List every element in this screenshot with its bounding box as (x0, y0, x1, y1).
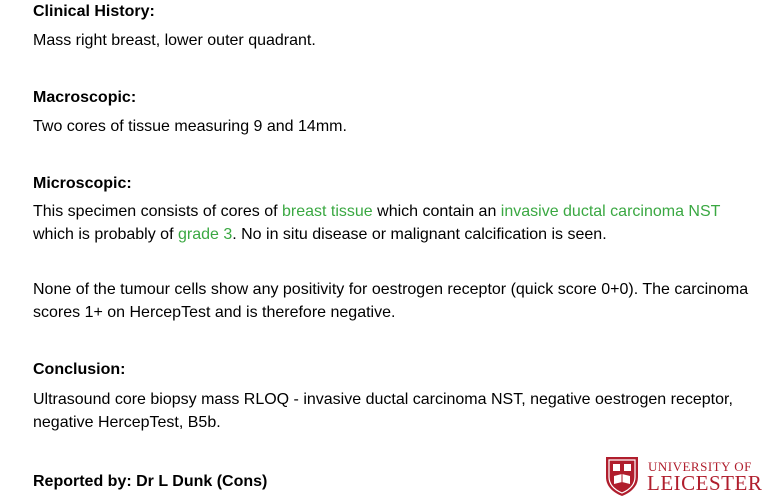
microscopic-text: . No in situ disease or malignant calcification is seen. (232, 226, 607, 243)
logo-leicester: LEICESTER (647, 471, 763, 495)
highlight-breast-tissue: breast tissue (281, 203, 373, 220)
conclusion-heading: Conclusion: (33, 361, 126, 378)
macroscopic-heading: Macroscopic: (33, 89, 137, 106)
microscopic-text: which contain an (372, 203, 501, 220)
reported-by: Reported by: Dr L Dunk (Cons) (33, 473, 268, 490)
highlight-grade: grade 3 (177, 226, 233, 243)
microscopic-paragraph-2: None of the tumour cells show any positivity for oestrogen receptor (quick score 0+0). The carcinoma scores 1+ on HercepTest and is therefore negative. (33, 281, 749, 321)
microscopic-text: This specimen consists of cores of (33, 203, 282, 220)
macroscopic-text: Two cores of tissue measuring 9 and 14mm. (33, 118, 347, 135)
logo-university-of: UNIVERSITY OF (648, 459, 752, 474)
university-logo (604, 455, 774, 499)
microscopic-paragraph-1 (33, 200, 753, 246)
shield-icon (604, 455, 640, 497)
conclusion-text: Ultrasound core biopsy mass RLOQ - invasive ductal carcinoma NST, negative oestrogen receptor, negative HercepTest, B5b. (33, 391, 733, 431)
clinical-history-text: Mass right breast, lower outer quadrant. (33, 32, 316, 49)
microscopic-text: which is probably of (33, 226, 178, 243)
clinical-history-heading: Clinical History: (33, 3, 155, 20)
highlight-invasive-ductal-carcinoma: invasive ductal carcinoma NST (500, 203, 721, 220)
microscopic-heading: Microscopic: (33, 175, 132, 192)
